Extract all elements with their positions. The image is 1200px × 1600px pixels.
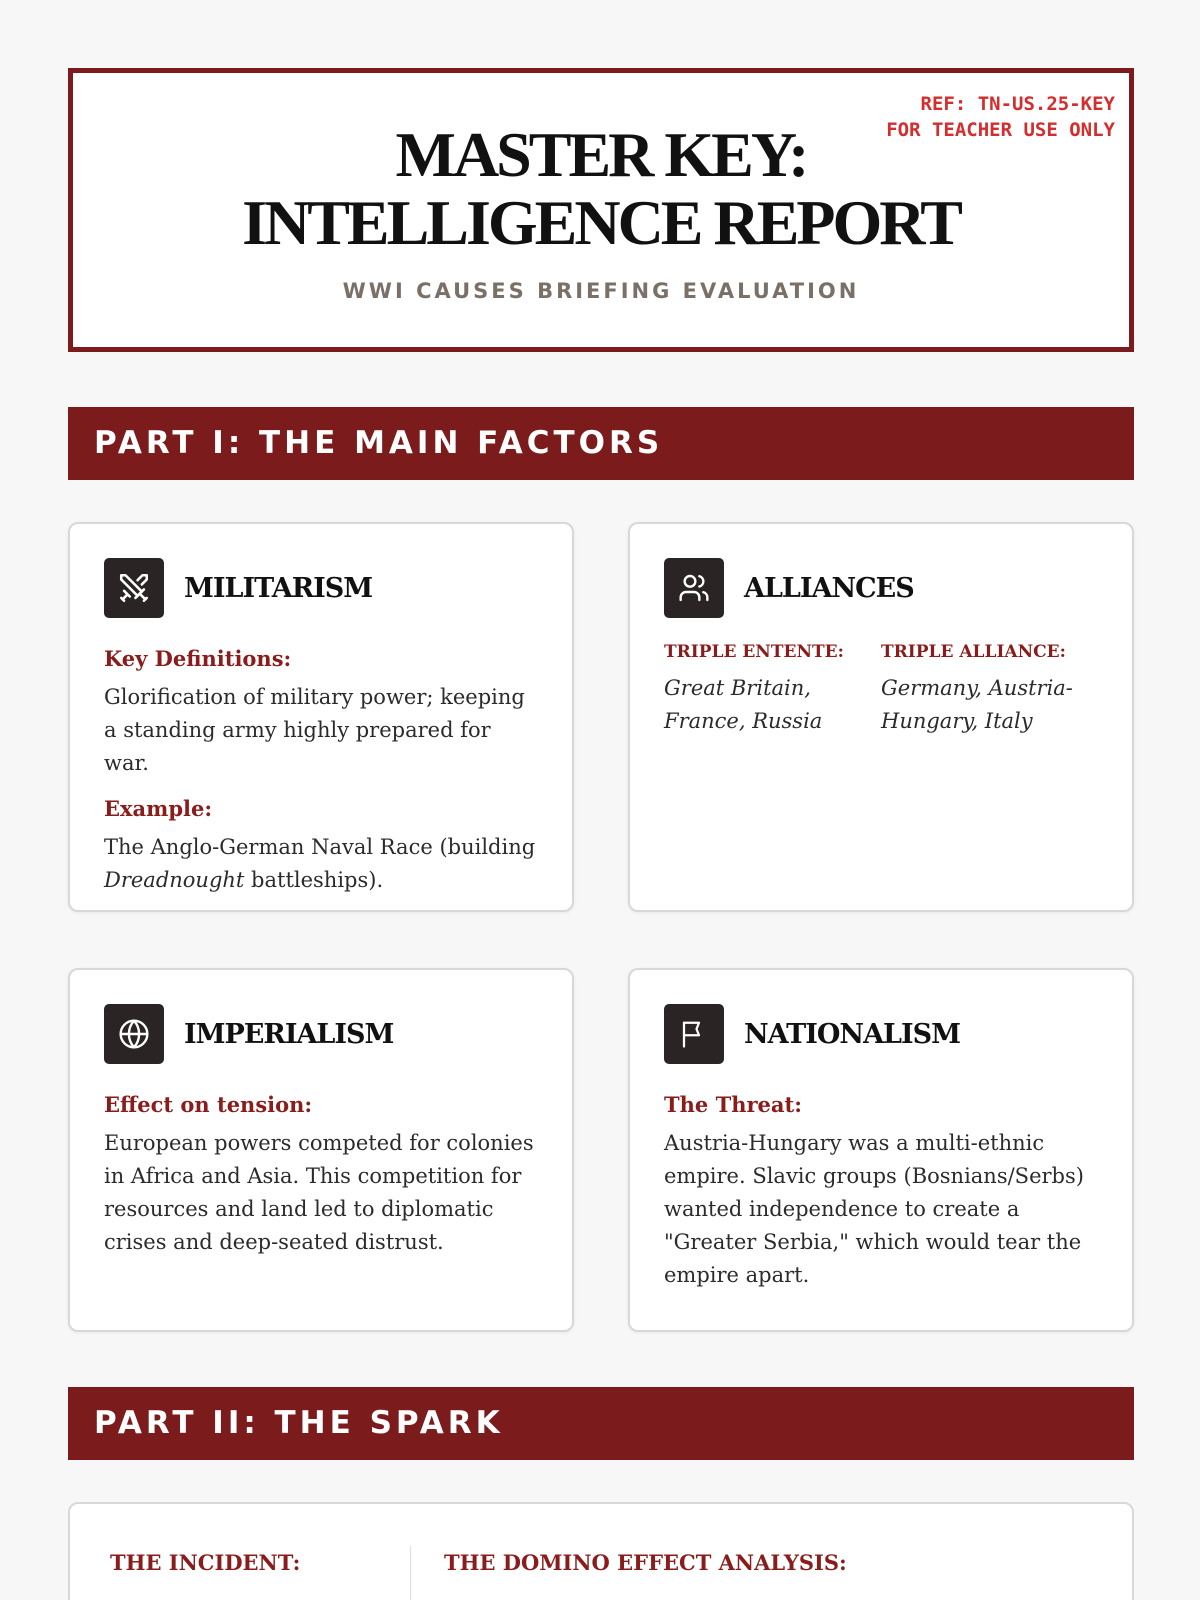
- card-title-militarism: MILITARISM: [184, 572, 373, 604]
- report-header: [68, 68, 1134, 352]
- card-title-imperialism: IMPERIALISM: [184, 1018, 394, 1050]
- reference-code: REF: TN-US.25-KEY: [920, 93, 1115, 115]
- key-definitions-label: Key Definitions:: [104, 646, 292, 671]
- crossed-swords-icon: [104, 558, 164, 618]
- card-title-alliances: ALLIANCES: [744, 572, 914, 604]
- triple-alliance-label: TRIPLE ALLIANCE:: [881, 642, 1066, 662]
- globe-icon: [104, 1004, 164, 1064]
- militarism-example: The Anglo-German Naval Race (building Dreadnought battleships).: [104, 835, 536, 892]
- page-title-text: MASTER KEY: INTELLIGENCE REPORT: [242, 119, 960, 258]
- card-militarism: [68, 522, 574, 912]
- card-nationalism: [628, 968, 1134, 1332]
- card-imperialism: [68, 968, 574, 1332]
- column-divider: [410, 1546, 411, 1600]
- triple-entente: [664, 642, 881, 738]
- users-icon: [664, 558, 724, 618]
- effect-on-tension-label: Effect on tension:: [104, 1092, 313, 1117]
- domino-effect-label: THE DOMINO EFFECT ANALYSIS:: [444, 1550, 847, 1575]
- flag-icon: [664, 1004, 724, 1064]
- triple-entente-label: TRIPLE ENTENTE:: [664, 642, 844, 662]
- triple-entente-members: Great Britain, France, Russia: [664, 676, 823, 733]
- card-the-spark: [68, 1502, 1134, 1600]
- triple-alliance: [881, 642, 1098, 738]
- page-subtitle: WWI CAUSES BRIEFING EVALUATION: [342, 279, 860, 303]
- the-threat-label: The Threat:: [664, 1092, 802, 1117]
- imperialism-text: European powers competed for colonies in Africa and Asia. This competition for resources and land led to diplomatic crises and deep-seated distrust.: [104, 1131, 534, 1254]
- teacher-use-note: FOR TEACHER USE ONLY: [886, 119, 1115, 141]
- page-title: [73, 121, 1129, 257]
- triple-alliance-members: Germany, Austria-Hungary, Italy: [881, 676, 1073, 733]
- section-banner-part1: PART I: THE MAIN FACTORS: [68, 407, 1134, 480]
- card-alliances: [628, 522, 1134, 912]
- nationalism-text: Austria-Hungary was a multi-ethnic empire. Slavic groups (Bosnians/Serbs) wanted independence to create a "Greater Serbia," which would tear the empire apart.: [664, 1131, 1084, 1287]
- card-title-nationalism: NATIONALISM: [744, 1018, 961, 1050]
- example-label: Example:: [104, 796, 213, 821]
- incident-label: THE INCIDENT:: [110, 1550, 301, 1575]
- section-banner-part2: PART II: THE SPARK: [68, 1387, 1134, 1460]
- militarism-definition: Glorification of military power; keeping a standing army highly prepared for war.: [104, 685, 525, 775]
